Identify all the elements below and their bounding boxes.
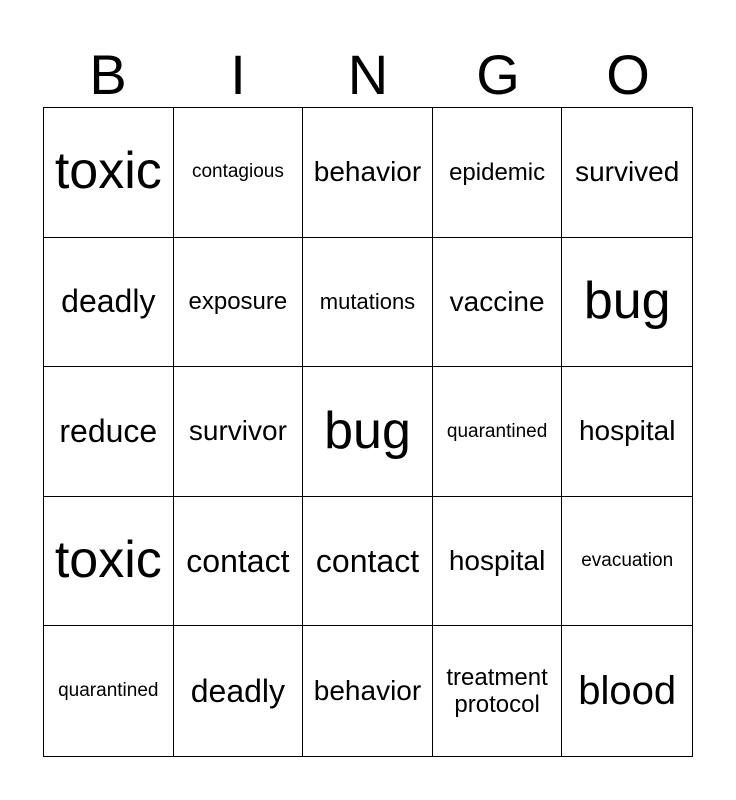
bingo-cell[interactable]: vaccine: [433, 238, 563, 368]
bingo-board: [43, 107, 693, 757]
bingo-cell[interactable]: behavior: [303, 108, 433, 238]
bingo-cell[interactable]: survivor: [174, 367, 304, 497]
bingo-cell[interactable]: contagious: [174, 108, 304, 238]
bingo-cell[interactable]: exposure: [174, 238, 304, 368]
bingo-cell[interactable]: deadly: [44, 238, 174, 368]
bingo-cell[interactable]: deadly: [174, 626, 304, 756]
header-letter-o: O: [606, 43, 650, 106]
bingo-cell[interactable]: hospital: [562, 367, 692, 497]
bingo-cell[interactable]: behavior: [303, 626, 433, 756]
bingo-cell[interactable]: evacuation: [562, 497, 692, 627]
bingo-cell[interactable]: mutations: [303, 238, 433, 368]
header-letter-i: I: [230, 43, 246, 106]
header-letter-g: G: [476, 43, 520, 106]
bingo-cell[interactable]: contact: [303, 497, 433, 627]
bingo-cell[interactable]: toxic: [44, 108, 174, 238]
bingo-cell[interactable]: bug: [303, 367, 433, 497]
bingo-cell[interactable]: survived: [562, 108, 692, 238]
bingo-cell[interactable]: toxic: [44, 497, 174, 627]
header-letter-b: B: [89, 43, 127, 106]
bingo-cell[interactable]: epidemic: [433, 108, 563, 238]
bingo-cell[interactable]: reduce: [44, 367, 174, 497]
bingo-cell[interactable]: blood: [578, 669, 677, 714]
bingo-cell[interactable]: bug: [562, 238, 692, 368]
bingo-header: [43, 42, 693, 108]
header-letter-n: N: [347, 43, 389, 106]
bingo-cell[interactable]: contact: [174, 497, 304, 627]
bingo-cell[interactable]: quarantined: [44, 626, 174, 756]
bingo-cell[interactable]: hospital: [433, 497, 563, 627]
bingo-cell[interactable]: quarantined: [433, 367, 563, 497]
bingo-cell[interactable]: treatment protocol: [433, 626, 563, 756]
